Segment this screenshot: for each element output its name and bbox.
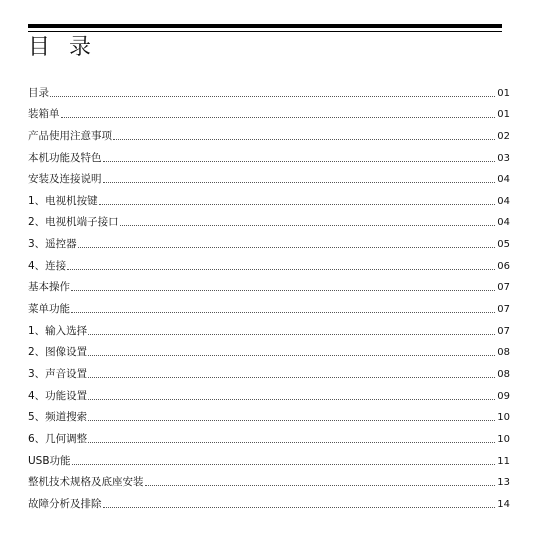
toc-entry-label: 故障分析及排除 [28, 497, 102, 510]
toc-entry-page-number: 04 [497, 217, 510, 229]
toc-entry-page-number: 08 [497, 347, 510, 359]
toc-entry-page-number: 10 [497, 412, 510, 424]
toc-entry-page-number: 07 [497, 304, 510, 316]
toc-entry-page-number: 01 [497, 109, 510, 121]
toc-entry-label: 基本操作 [28, 281, 70, 294]
toc-entry-page-number: 08 [497, 368, 510, 380]
toc-entry-label: 2、图像设置 [28, 346, 88, 359]
toc-entry [28, 489, 510, 511]
toc-entry [28, 446, 510, 468]
toc-dot-leader [120, 224, 495, 226]
toc-dot-leader [88, 441, 495, 443]
toc-dot-leader [145, 484, 496, 486]
toc-entry-label: 装箱单 [28, 108, 60, 121]
header-rule-thick [28, 24, 502, 28]
page-title: 目 录 [28, 35, 97, 60]
toc-dot-leader [61, 116, 496, 118]
toc-entry-label: 1、电视机按键 [28, 194, 98, 207]
toc-entry-page-number: 06 [497, 260, 510, 272]
toc-entry-label: 5、频道搜索 [28, 411, 88, 424]
toc-entry-label: 产品使用注意事项 [28, 129, 112, 142]
toc-entry [28, 208, 510, 230]
toc-dot-leader [88, 398, 495, 400]
toc-entry-label: 整机技术规格及底座安装 [28, 476, 144, 489]
toc-entry [28, 121, 510, 143]
toc-entry [28, 165, 510, 187]
toc-entry-page-number: 09 [497, 390, 510, 402]
toc-entry-label: 6、几何调整 [28, 432, 88, 445]
toc-dot-leader [50, 95, 495, 97]
toc-dot-leader [103, 181, 496, 183]
toc-entry-label: USB功能 [28, 454, 71, 467]
toc-entry [28, 273, 510, 295]
toc-dot-leader [78, 246, 495, 248]
toc-entry-page-number: 10 [497, 433, 510, 445]
toc-entry [28, 424, 510, 446]
toc-entry [28, 316, 510, 338]
table-of-contents [28, 78, 510, 511]
toc-entry-page-number: 07 [497, 282, 510, 294]
toc-entry [28, 100, 510, 122]
toc-entry [28, 338, 510, 360]
toc-dot-leader [88, 333, 495, 335]
toc-entry [28, 251, 510, 273]
toc-entry [28, 229, 510, 251]
toc-dot-leader [71, 311, 495, 313]
toc-dot-leader [72, 463, 495, 465]
toc-entry-page-number: 14 [497, 498, 510, 510]
toc-entry [28, 294, 510, 316]
toc-entry-page-number: 11 [497, 455, 510, 467]
toc-entry [28, 403, 510, 425]
toc-entry-page-number: 02 [497, 130, 510, 142]
toc-dot-leader [103, 506, 496, 508]
toc-dot-leader [99, 203, 495, 205]
toc-entry-label: 3、声音设置 [28, 367, 88, 380]
toc-entry [28, 381, 510, 403]
toc-entry-label: 本机功能及特色 [28, 151, 102, 164]
toc-entry [28, 78, 510, 100]
toc-entry [28, 468, 510, 490]
toc-dot-leader [71, 289, 495, 291]
toc-entry [28, 143, 510, 165]
toc-entry-label: 4、连接 [28, 259, 67, 272]
toc-dot-leader [88, 354, 495, 356]
toc-entry-label: 安装及连接说明 [28, 173, 102, 186]
toc-entry-page-number: 03 [497, 152, 510, 164]
toc-dot-leader [113, 138, 495, 140]
toc-dot-leader [103, 160, 496, 162]
toc-entry-label: 目录 [28, 86, 49, 99]
toc-dot-leader [67, 268, 495, 270]
toc-entry-page-number: 07 [497, 325, 510, 337]
toc-entry-page-number: 04 [497, 174, 510, 186]
toc-entry-page-number: 04 [497, 195, 510, 207]
toc-entry-label: 4、功能设置 [28, 389, 88, 402]
toc-dot-leader [88, 419, 495, 421]
toc-entry-page-number: 01 [497, 87, 510, 99]
toc-entry-label: 3、遥控器 [28, 238, 77, 251]
toc-entry-page-number: 13 [497, 477, 510, 489]
toc-dot-leader [88, 376, 495, 378]
toc-entry-label: 1、输入选择 [28, 324, 88, 337]
toc-entry-label: 2、电视机端子接口 [28, 216, 119, 229]
toc-entry-label: 菜单功能 [28, 303, 70, 316]
header-rule-thin [28, 31, 502, 32]
toc-entry [28, 359, 510, 381]
toc-entry [28, 186, 510, 208]
toc-entry-page-number: 05 [497, 239, 510, 251]
